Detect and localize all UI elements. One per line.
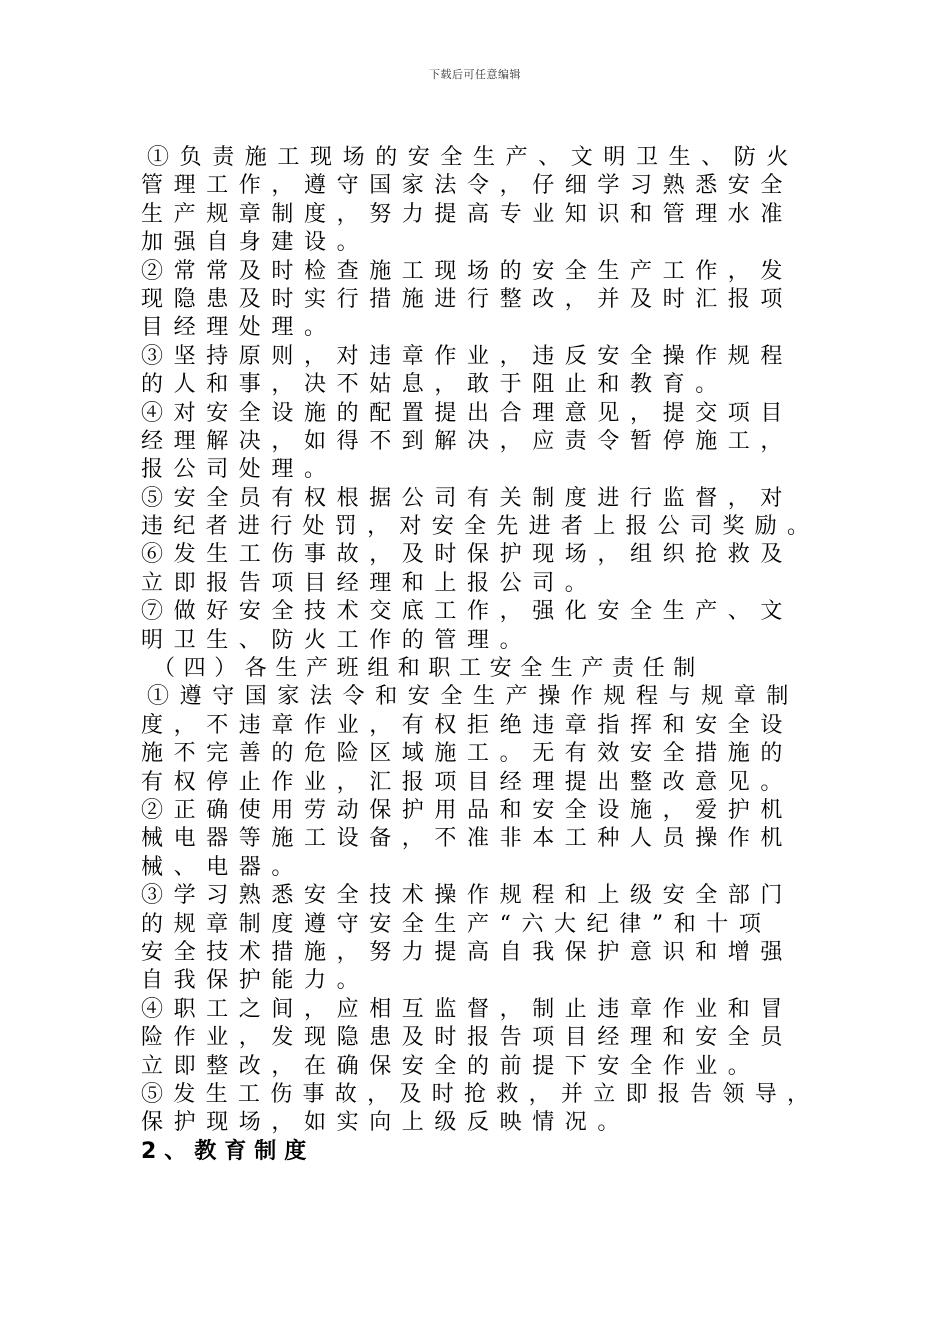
paragraph-line: 明卫生、防火工作的管理。 (141, 627, 533, 653)
paragraph-line: 管理工作，遵守国家法令，仔细学习熟悉安全 (141, 173, 794, 199)
section-title: （四）各生产班组和职工安全生产责任制 (153, 656, 704, 682)
paragraph-line: ③坚持原则，对违章作业，违反安全操作规程 (141, 343, 794, 369)
paragraph-line: 险作业，发现隐患及时报告项目经理和安全员 (141, 1025, 794, 1051)
paragraph-line: 加强自身建设。 (141, 230, 370, 256)
paragraph-line: ②正确使用劳动保护用品和安全设施，爱护机 (141, 797, 794, 823)
paragraph-line: ①负责施工现场的安全生产、文明卫生、防火 (147, 145, 800, 170)
paragraph-line: 立即整改，在确保安全的前提下安全作业。 (141, 1053, 761, 1079)
paragraph-line: 有权停止作业，汇报项目经理提出整改意见。 (141, 769, 794, 795)
paragraph-line: 保护现场，如实向上级反映情况。 (141, 1110, 631, 1136)
body-text (141, 144, 831, 1166)
paragraph-line: 报公司处理。 (141, 457, 337, 483)
paragraph-line: 目经理处理。 (141, 315, 337, 341)
paragraph-line: ③学习熟悉安全技术操作规程和上级安全部门 (141, 883, 794, 909)
paragraph-line: 生产规章制度，努力提高专业知识和管理水准 (141, 201, 794, 227)
paragraph-line: ⑥发生工伤事故，及时保护现场，组织抢救及 (141, 542, 794, 568)
paragraph-line: ④职工之间，应相互监督，制止违章作业和冒 (141, 996, 794, 1022)
paragraph-line: ⑤发生工伤事故，及时抢救，并立即报告领导， (141, 1081, 820, 1107)
paragraph-line: 自我保护能力。 (141, 968, 370, 994)
paragraph-line: ⑦做好安全技术交底工作，强化安全生产、文 (141, 599, 794, 625)
paragraph-line: ②常常及时检查施工现场的安全生产工作，发 (141, 258, 794, 284)
page-header-note: 下载后可任意编辑 (429, 68, 521, 81)
paragraph-line: 的规章制度遵守安全生产“六大纪律”和十项 (141, 911, 772, 937)
paragraph-line: 安全技术措施，努力提高自我保护意识和增强 (141, 939, 794, 965)
paragraph-line: 立即报告项目经理和上报公司。 (141, 570, 598, 596)
paragraph-line: ①遵守国家法令和安全生产操作规程与规章制 (147, 684, 800, 710)
paragraph-line: 械、电器。 (141, 854, 305, 880)
paragraph-line: 经理解决，如得不到解决，应责令暂停施工， (141, 428, 794, 454)
paragraph-line: 度，不违章作业，有权拒绝违章指挥和安全设 (141, 712, 794, 738)
paragraph-line: ⑤安全员有权根据公司有关制度进行监督，对 (141, 485, 794, 511)
section-heading: 2、教育制度 (141, 1138, 315, 1164)
paragraph-line: ④对安全设施的配置提出合理意见，提交项目 (141, 400, 794, 426)
paragraph-line: 违纪者进行处罚，对安全先进者上报公司奖励。 (141, 514, 820, 540)
paragraph-line: 械电器等施工设备，不准非本工种人员操作机 (141, 826, 794, 852)
paragraph-line: 施不完善的危险区域施工。无有效安全措施的 (141, 741, 794, 767)
paragraph-line: 现隐患及时实行措施进行整改，并及时汇报项 (141, 286, 794, 312)
paragraph-line: 的人和事，决不姑息，敢于阻止和教育。 (141, 372, 728, 398)
